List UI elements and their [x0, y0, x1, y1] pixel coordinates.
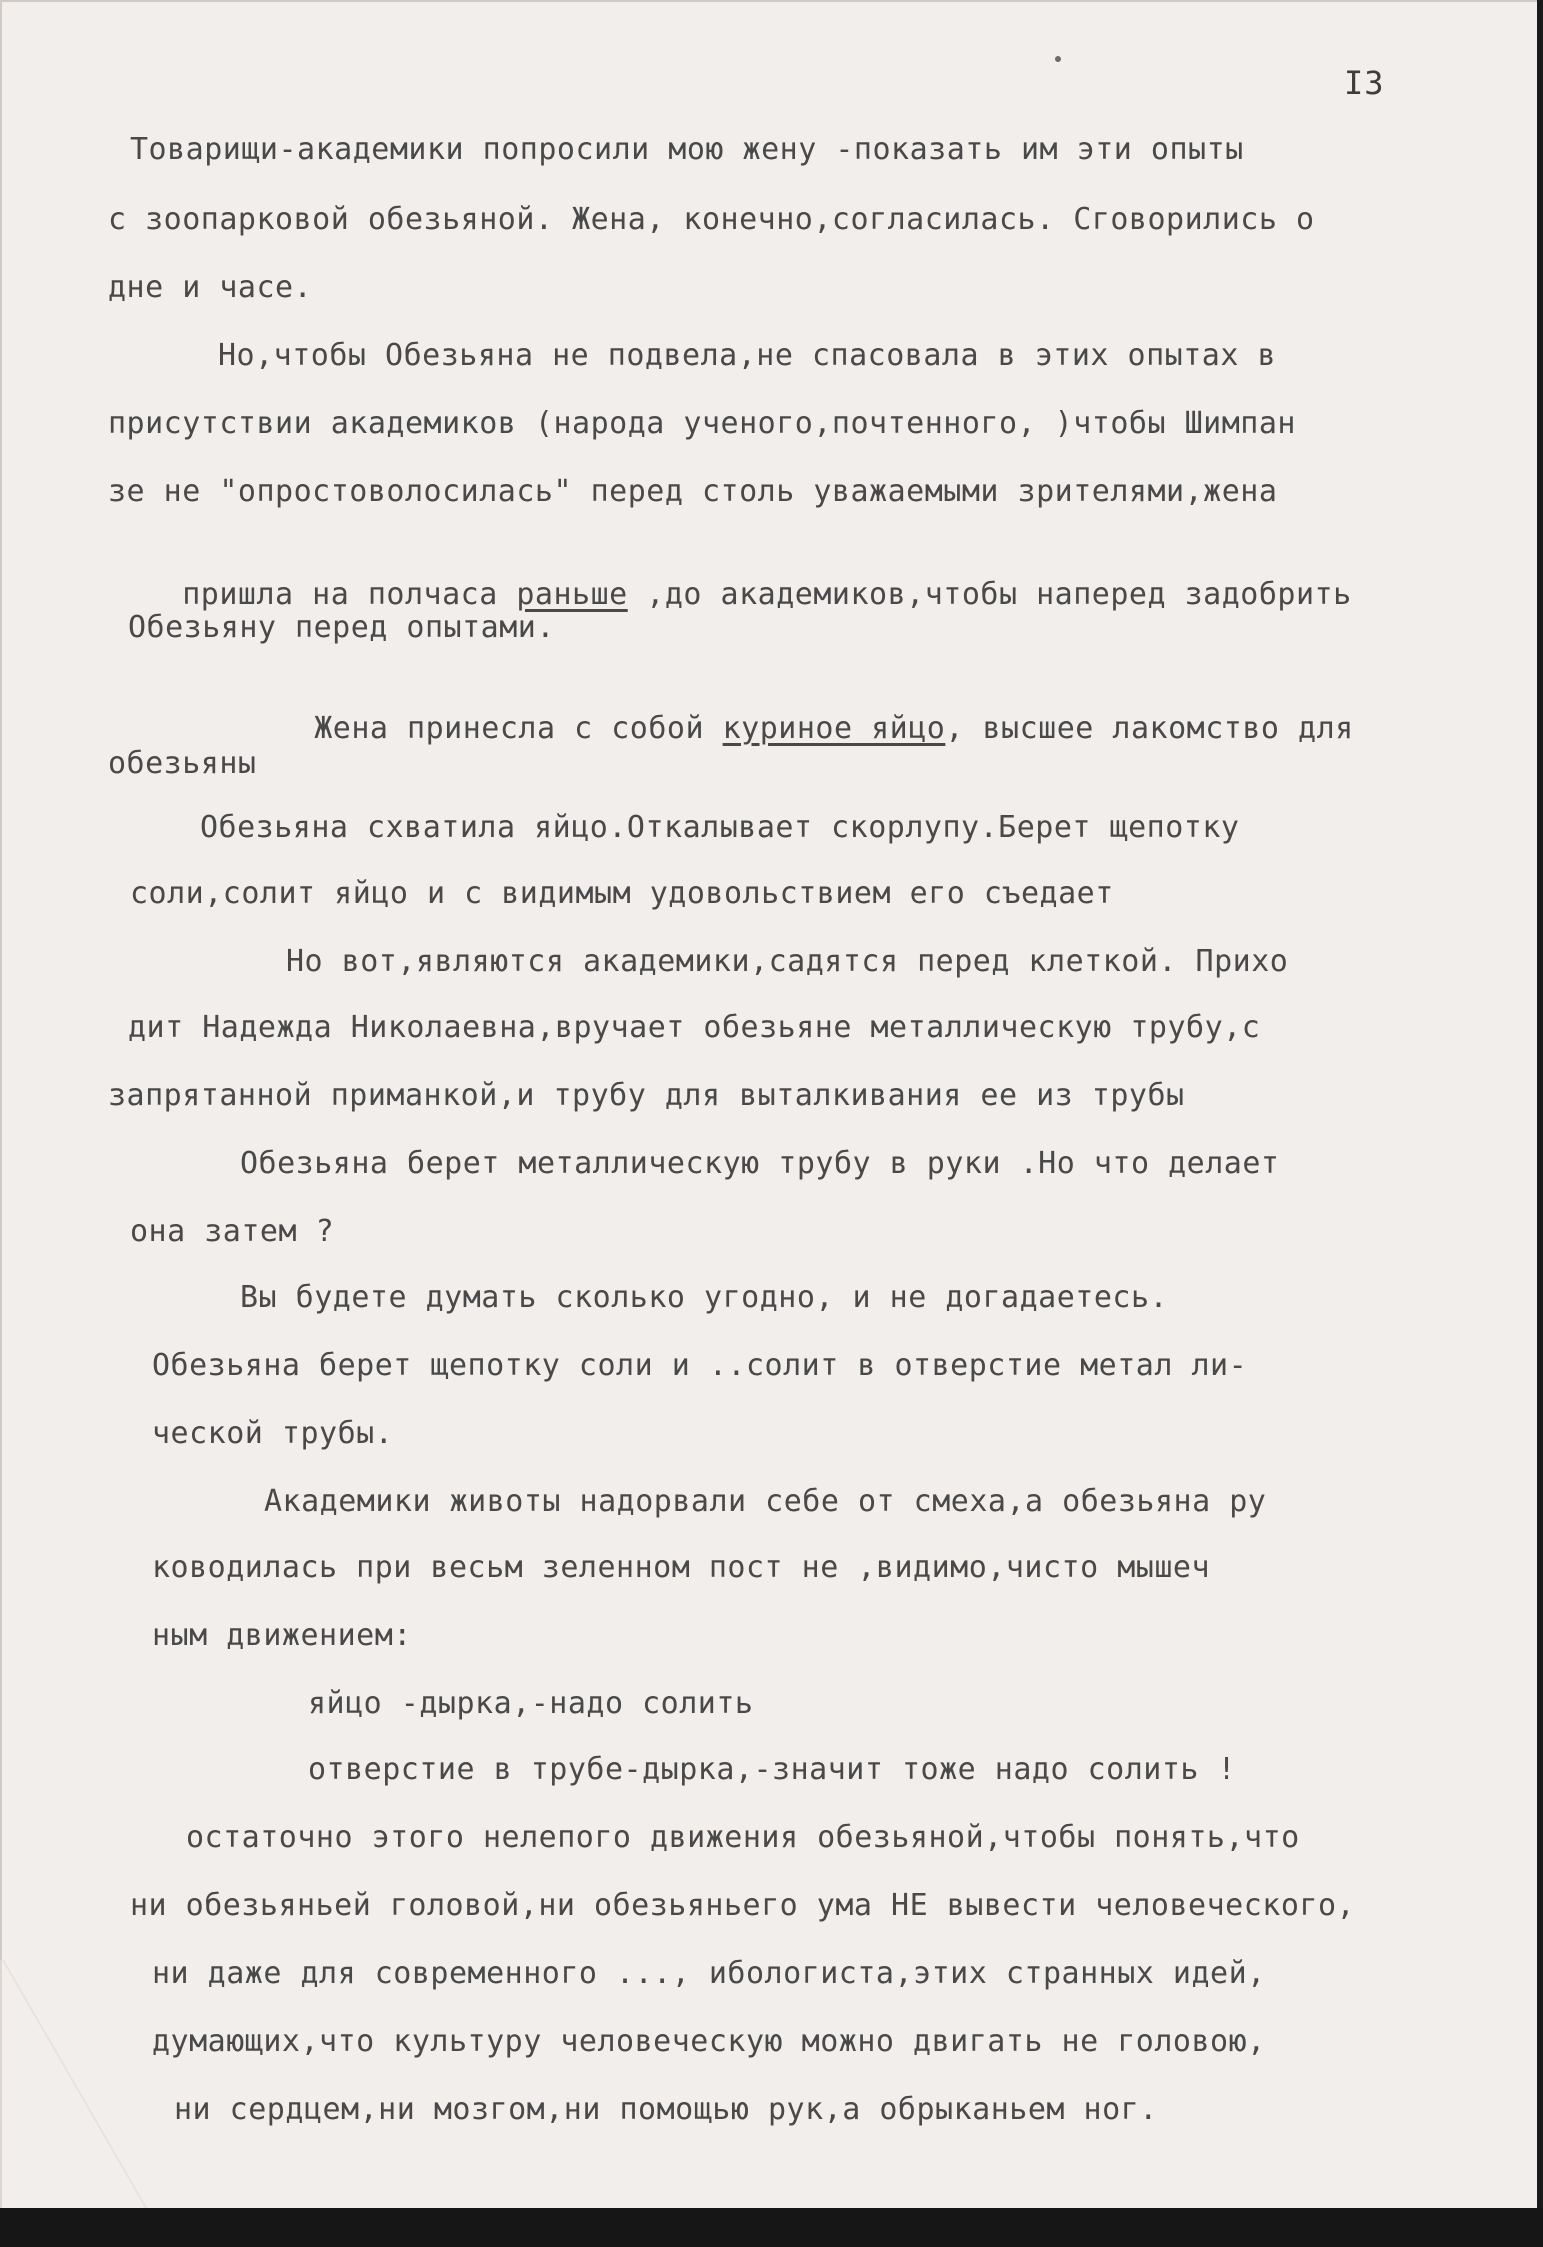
text-segment: пришла на полчаса [182, 577, 517, 612]
text-line: Обезьяна берет щепотку соли и ..солит в отверстие метал ли- [152, 1348, 1248, 1383]
text-line: ни даже для современного ..., ибологиста,этих странных идей, [152, 1956, 1266, 1991]
text-line: Академики животы надорвали себе от смеха,а обезьяна ру [264, 1484, 1267, 1519]
text-line: остаточно этого нелепого движения обезьяной,чтобы понять,что [186, 1820, 1300, 1855]
text-line: ководилась при весьм зеленном пост не ,видимо,чисто мышеч [152, 1550, 1211, 1585]
text-line: ным движением: [152, 1618, 412, 1653]
text-segment: Жена принесла с собой [314, 711, 723, 746]
page-number: I3 [1344, 64, 1385, 102]
text-line: ни сердцем,ни мозгом,ни помощью рук,а обрыканьем ног. [174, 2092, 1158, 2127]
text-line: Вы будете думать сколько угодно, и не догадаетесь. [240, 1280, 1169, 1315]
text-line: Обезьяна берет металлическую трубу в руки .Но что делает [240, 1146, 1280, 1181]
text-segment: , высшее лакомство для [945, 711, 1354, 746]
scan-border [0, 2208, 1543, 2247]
text-line: ни обезьяньей головой,ни обезьяньего ума НЕ вывести человеческого, [130, 1888, 1356, 1923]
text-line: ческой трубы. [152, 1416, 394, 1451]
text-line: обезьяны [108, 746, 257, 781]
text-line: запрятанной приманкой,и трубу для выталкивания ее из трубы [108, 1078, 1185, 1113]
text-line: зе не "опростоволосилась" перед столь уважаемыми зрителями,жена [108, 474, 1278, 509]
text-line: Но вот,являются академики,садятся перед клеткой. Прихо [286, 944, 1289, 979]
text-line: дне и часе. [108, 270, 313, 305]
text-line: дит Надежда Николаевна,вручает обезьяне металлическую трубу,с [128, 1010, 1261, 1045]
text-line: отверстие в трубе-дырка,-значит тоже надо солить ! [308, 1752, 1237, 1787]
text-line: яйцо -дырка,-надо солить [308, 1686, 754, 1721]
text-line: она затем ? [130, 1214, 335, 1249]
ink-dot [1055, 56, 1061, 62]
text-line [240, 676, 1354, 781]
text-line: Товарищи-академики попросили мою жену -показать им эти опыты [130, 132, 1244, 167]
text-line: соли,солит яйцо и с видимым удовольствием его съедает [130, 876, 1114, 911]
text-segment: ,до академиков,чтобы наперед задобрить [627, 577, 1352, 612]
text-line: присутствии академиков (народа ученого,почтенного, )чтобы Шимпан [108, 406, 1296, 441]
text-line: Обезьяну перед опытами. [128, 610, 555, 645]
text-line: думающих,что культуру человеческую можно двигать не головою, [152, 2024, 1266, 2059]
text-line: Но,чтобы Обезьяна не подвела,не спасовала в этих опытах в [218, 338, 1277, 373]
text-line: с зоопарковой обезьяной. Жена, конечно,согласилась. Сговорились о [108, 202, 1315, 237]
text-line: Обезьяна схватила яйцо.Откалывает скорлупу.Берет щепотку [200, 810, 1240, 845]
paper-fold [0, 1960, 142, 2208]
underlined-word: куриное яйцо [722, 711, 946, 746]
underlined-word: раньше [516, 577, 628, 612]
